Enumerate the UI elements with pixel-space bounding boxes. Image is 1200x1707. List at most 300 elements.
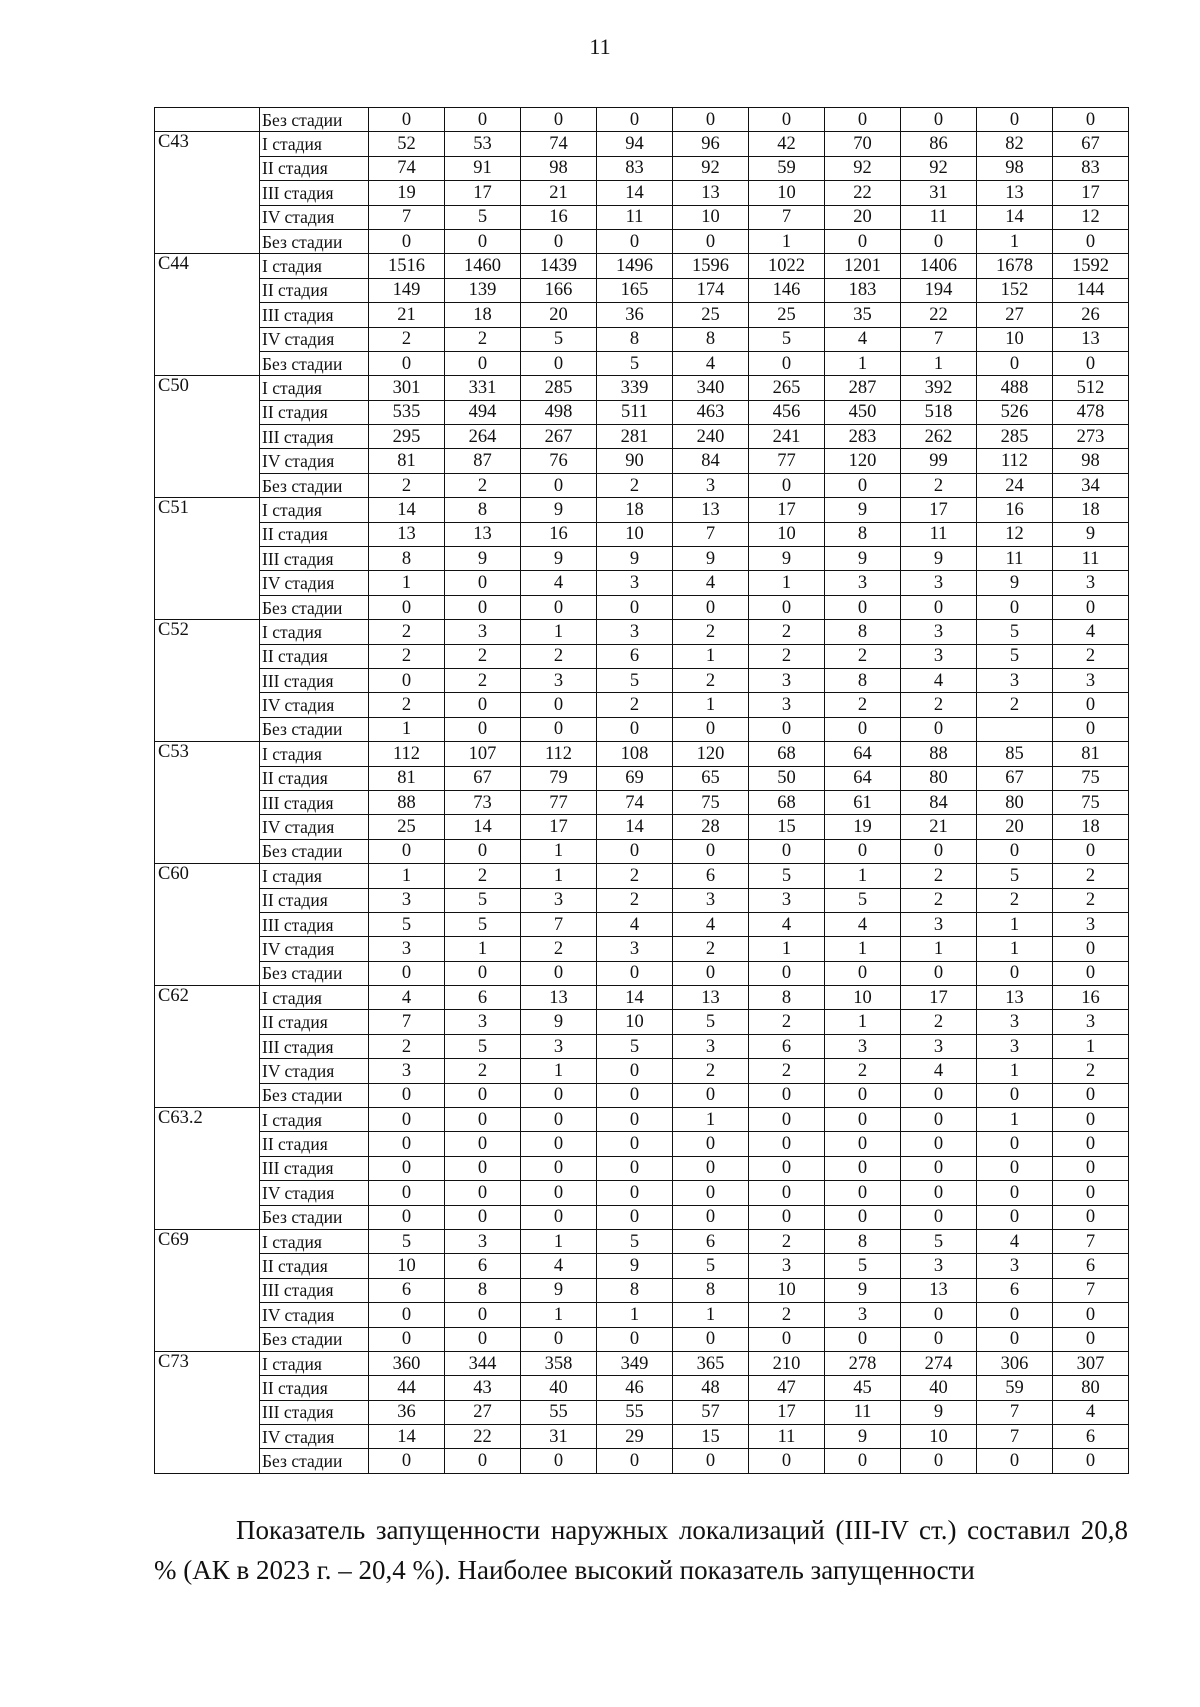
value-cell: 0	[1053, 1132, 1129, 1156]
stage-label-cell: IV стадия	[260, 205, 369, 229]
value-cell: 1	[977, 912, 1053, 936]
site-code-cell: C51	[155, 498, 260, 620]
value-cell: 4	[977, 1229, 1053, 1253]
stage-label-cell: II стадия	[260, 522, 369, 546]
value-cell: 27	[977, 303, 1053, 327]
value-cell: 47	[749, 1376, 825, 1400]
stage-label-cell: IV стадия	[260, 571, 369, 595]
value-cell: 3	[901, 912, 977, 936]
value-cell: 0	[597, 1449, 673, 1473]
value-cell: 512	[1053, 376, 1129, 400]
value-cell: 4	[901, 668, 977, 692]
value-cell: 15	[673, 1425, 749, 1449]
value-cell: 1	[521, 1229, 597, 1253]
value-cell: 17	[749, 1400, 825, 1424]
table-row	[155, 303, 1129, 327]
value-cell: 0	[521, 1449, 597, 1473]
value-cell: 4	[521, 571, 597, 595]
value-cell: 9	[1053, 522, 1129, 546]
value-cell: 2	[597, 888, 673, 912]
value-cell: 2	[1053, 644, 1129, 668]
value-cell: 210	[749, 1351, 825, 1375]
value-cell: 1	[749, 571, 825, 595]
value-cell: 75	[673, 790, 749, 814]
value-cell: 0	[445, 1303, 521, 1327]
value-cell: 91	[445, 156, 521, 180]
value-cell: 0	[1053, 1303, 1129, 1327]
value-cell: 3	[825, 1034, 901, 1058]
value-cell: 9	[901, 1400, 977, 1424]
value-cell: 0	[521, 473, 597, 497]
stage-label-cell: Без стадии	[260, 351, 369, 375]
value-cell: 0	[1053, 1156, 1129, 1180]
value-cell: 0	[749, 1083, 825, 1107]
value-cell: 7	[521, 912, 597, 936]
value-cell: 0	[1053, 839, 1129, 863]
table-row	[155, 498, 1129, 522]
value-cell: 0	[521, 1181, 597, 1205]
value-cell: 11	[901, 205, 977, 229]
value-cell: 17	[445, 181, 521, 205]
value-cell: 2	[369, 327, 445, 351]
stage-label-cell: II стадия	[260, 1010, 369, 1034]
value-cell: 2	[825, 644, 901, 668]
value-cell: 65	[673, 766, 749, 790]
value-cell: 87	[445, 449, 521, 473]
value-cell: 0	[369, 1083, 445, 1107]
value-cell: 82	[977, 132, 1053, 156]
value-cell: 1460	[445, 254, 521, 278]
value-cell: 0	[369, 351, 445, 375]
value-cell: 9	[673, 547, 749, 571]
value-cell: 1	[369, 571, 445, 595]
value-cell: 139	[445, 278, 521, 302]
stage-label-cell: II стадия	[260, 644, 369, 668]
value-cell: 9	[597, 547, 673, 571]
value-cell: 11	[977, 547, 1053, 571]
value-cell: 9	[901, 547, 977, 571]
value-cell: 0	[977, 1181, 1053, 1205]
value-cell: 2	[825, 693, 901, 717]
value-cell: 10	[749, 181, 825, 205]
value-cell: 9	[597, 1254, 673, 1278]
value-cell: 0	[445, 961, 521, 985]
stage-label-cell: Без стадии	[260, 1205, 369, 1229]
stage-label-cell: I стадия	[260, 498, 369, 522]
value-cell: 2	[445, 668, 521, 692]
value-cell: 14	[977, 205, 1053, 229]
stage-label-cell: Без стадии	[260, 717, 369, 741]
value-cell: 146	[749, 278, 825, 302]
value-cell: 2	[673, 937, 749, 961]
value-cell: 0	[369, 1156, 445, 1180]
value-cell: 81	[369, 766, 445, 790]
value-cell: 152	[977, 278, 1053, 302]
value-cell: 0	[369, 1181, 445, 1205]
value-cell: 83	[597, 156, 673, 180]
value-cell: 68	[749, 790, 825, 814]
value-cell: 75	[1053, 766, 1129, 790]
table-row	[155, 1156, 1129, 1180]
value-cell: 10	[749, 522, 825, 546]
stage-label-cell: III стадия	[260, 425, 369, 449]
value-cell: 6	[1053, 1254, 1129, 1278]
value-cell: 83	[1053, 156, 1129, 180]
stage-label-cell: I стадия	[260, 864, 369, 888]
value-cell: 5	[521, 327, 597, 351]
value-cell: 1	[977, 1108, 1053, 1132]
value-cell: 5	[749, 327, 825, 351]
stage-label-cell: Без стадии	[260, 1083, 369, 1107]
stage-label-cell: I стадия	[260, 254, 369, 278]
value-cell: 0	[825, 961, 901, 985]
value-cell: 92	[825, 156, 901, 180]
value-cell: 3	[901, 644, 977, 668]
value-cell: 0	[369, 1449, 445, 1473]
value-cell: 494	[445, 400, 521, 424]
value-cell: 3	[673, 888, 749, 912]
value-cell: 24	[977, 473, 1053, 497]
value-cell: 48	[673, 1376, 749, 1400]
value-cell: 31	[521, 1425, 597, 1449]
value-cell: 88	[369, 790, 445, 814]
value-cell: 0	[673, 717, 749, 741]
value-cell: 0	[825, 1132, 901, 1156]
value-cell: 11	[901, 522, 977, 546]
value-cell: 2	[977, 693, 1053, 717]
table-row	[155, 473, 1129, 497]
value-cell: 8	[825, 1229, 901, 1253]
value-cell: 77	[749, 449, 825, 473]
value-cell: 0	[901, 1449, 977, 1473]
value-cell: 463	[673, 400, 749, 424]
value-cell: 0	[369, 229, 445, 253]
value-cell: 6	[369, 1278, 445, 1302]
value-cell: 0	[597, 1059, 673, 1083]
value-cell: 10	[597, 1010, 673, 1034]
stage-label-cell: I стадия	[260, 986, 369, 1010]
stage-label-cell: I стадия	[260, 742, 369, 766]
value-cell: 0	[749, 108, 825, 132]
value-cell: 5	[597, 668, 673, 692]
value-cell: 3	[369, 937, 445, 961]
value-cell: 360	[369, 1351, 445, 1375]
value-cell: 0	[977, 595, 1053, 619]
value-cell: 17	[749, 498, 825, 522]
value-cell: 67	[977, 766, 1053, 790]
value-cell: 149	[369, 278, 445, 302]
value-cell: 112	[977, 449, 1053, 473]
value-cell: 8	[597, 327, 673, 351]
value-cell: 0	[901, 595, 977, 619]
table-row	[155, 1278, 1129, 1302]
value-cell: 16	[977, 498, 1053, 522]
value-cell: 0	[1053, 108, 1129, 132]
value-cell: 14	[597, 986, 673, 1010]
value-cell: 0	[901, 1108, 977, 1132]
table-row	[155, 1229, 1129, 1253]
value-cell: 9	[825, 547, 901, 571]
value-cell: 0	[597, 1132, 673, 1156]
table-row	[155, 864, 1129, 888]
value-cell: 90	[597, 449, 673, 473]
stage-label-cell: II стадия	[260, 278, 369, 302]
body-paragraph: Показатель запущенности наружных локализаций (III-IV ст.) составил 20,8 % (АК в 2023 г. – 20,4 %). Наиболее высокий показатель запущенности	[154, 1515, 1128, 1585]
value-cell: 265	[749, 376, 825, 400]
value-cell: 1	[673, 644, 749, 668]
value-cell: 1	[673, 1108, 749, 1132]
value-cell: 0	[977, 108, 1053, 132]
value-cell: 273	[1053, 425, 1129, 449]
value-cell: 22	[901, 303, 977, 327]
value-cell: 13	[673, 181, 749, 205]
value-cell: 52	[369, 132, 445, 156]
stage-label-cell: III стадия	[260, 1156, 369, 1180]
value-cell: 84	[673, 449, 749, 473]
value-cell: 76	[521, 449, 597, 473]
value-cell: 0	[977, 1449, 1053, 1473]
value-cell: 70	[825, 132, 901, 156]
value-cell: 120	[825, 449, 901, 473]
value-cell: 0	[445, 229, 521, 253]
value-cell: 165	[597, 278, 673, 302]
value-cell: 5	[749, 864, 825, 888]
value-cell: 0	[825, 229, 901, 253]
stage-label-cell: III стадия	[260, 668, 369, 692]
value-cell: 2	[749, 1010, 825, 1034]
value-cell: 1	[977, 937, 1053, 961]
value-cell: 0	[977, 1083, 1053, 1107]
value-cell: 4	[825, 912, 901, 936]
table-row	[155, 156, 1129, 180]
value-cell: 2	[749, 1303, 825, 1327]
stage-label-cell: Без стадии	[260, 839, 369, 863]
value-cell: 0	[445, 595, 521, 619]
stage-label-cell: IV стадия	[260, 1181, 369, 1205]
value-cell: 0	[901, 1303, 977, 1327]
value-cell: 5	[597, 1034, 673, 1058]
value-cell: 183	[825, 278, 901, 302]
value-cell: 4	[673, 571, 749, 595]
table-row	[155, 766, 1129, 790]
site-code-cell: C73	[155, 1351, 260, 1473]
stage-label-cell: I стадия	[260, 132, 369, 156]
value-cell: 0	[521, 693, 597, 717]
value-cell: 262	[901, 425, 977, 449]
stage-label-cell: I стадия	[260, 1229, 369, 1253]
value-cell: 166	[521, 278, 597, 302]
value-cell: 0	[901, 108, 977, 132]
value-cell: 0	[673, 839, 749, 863]
value-cell: 5	[673, 1010, 749, 1034]
value-cell: 241	[749, 425, 825, 449]
value-cell: 7	[977, 1425, 1053, 1449]
value-cell: 21	[369, 303, 445, 327]
value-cell: 75	[1053, 790, 1129, 814]
table-row	[155, 1327, 1129, 1351]
stage-label-cell: II стадия	[260, 1132, 369, 1156]
value-cell: 0	[597, 595, 673, 619]
value-cell: 21	[901, 815, 977, 839]
value-cell: 2	[1053, 1059, 1129, 1083]
value-cell: 45	[825, 1376, 901, 1400]
value-cell: 35	[825, 303, 901, 327]
value-cell: 1	[521, 1303, 597, 1327]
value-cell: 61	[825, 790, 901, 814]
value-cell: 4	[521, 1254, 597, 1278]
value-cell: 3	[445, 1010, 521, 1034]
value-cell: 0	[1053, 1205, 1129, 1229]
value-cell: 3	[1053, 1010, 1129, 1034]
value-cell: 0	[825, 1205, 901, 1229]
value-cell: 0	[597, 108, 673, 132]
value-cell: 144	[1053, 278, 1129, 302]
value-cell: 0	[597, 717, 673, 741]
value-cell: 2	[749, 1059, 825, 1083]
value-cell: 22	[445, 1425, 521, 1449]
table-row	[155, 351, 1129, 375]
value-cell: 73	[445, 790, 521, 814]
value-cell: 0	[597, 1156, 673, 1180]
table-row	[155, 815, 1129, 839]
value-cell: 7	[901, 327, 977, 351]
table-row	[155, 644, 1129, 668]
value-cell: 478	[1053, 400, 1129, 424]
value-cell: 0	[369, 839, 445, 863]
value-cell: 0	[825, 473, 901, 497]
site-code-cell: C44	[155, 254, 260, 376]
value-cell: 283	[825, 425, 901, 449]
value-cell: 17	[1053, 181, 1129, 205]
value-cell: 3	[901, 1034, 977, 1058]
value-cell: 19	[825, 815, 901, 839]
site-code-cell: C69	[155, 1229, 260, 1351]
value-cell: 5	[369, 1229, 445, 1253]
value-cell: 0	[749, 1156, 825, 1180]
value-cell: 0	[825, 1108, 901, 1132]
value-cell: 0	[445, 839, 521, 863]
value-cell: 0	[521, 595, 597, 619]
value-cell: 0	[521, 1327, 597, 1351]
value-cell: 0	[1053, 937, 1129, 961]
value-cell: 1592	[1053, 254, 1129, 278]
value-cell: 0	[1053, 717, 1129, 741]
page-number: 11	[589, 34, 611, 59]
value-cell: 2	[445, 864, 521, 888]
value-cell: 285	[521, 376, 597, 400]
value-cell: 3	[1053, 668, 1129, 692]
value-cell: 0	[673, 1449, 749, 1473]
value-cell: 1	[521, 1059, 597, 1083]
value-cell: 0	[1053, 961, 1129, 985]
value-cell: 31	[901, 181, 977, 205]
value-cell: 1	[521, 864, 597, 888]
value-cell: 81	[1053, 742, 1129, 766]
value-cell: 0	[445, 1156, 521, 1180]
value-cell: 3	[673, 473, 749, 497]
value-cell: 0	[369, 595, 445, 619]
value-cell: 456	[749, 400, 825, 424]
value-cell: 0	[749, 1132, 825, 1156]
table-row	[155, 205, 1129, 229]
value-cell: 2	[749, 1229, 825, 1253]
value-cell: 295	[369, 425, 445, 449]
value-cell: 0	[749, 473, 825, 497]
stage-label-cell: IV стадия	[260, 815, 369, 839]
value-cell: 2	[597, 693, 673, 717]
stage-label-cell: IV стадия	[260, 327, 369, 351]
value-cell: 7	[369, 205, 445, 229]
value-cell: 0	[977, 839, 1053, 863]
table-row	[155, 1108, 1129, 1132]
value-cell: 5	[977, 620, 1053, 644]
value-cell: 8	[597, 1278, 673, 1302]
stage-label-cell: III стадия	[260, 790, 369, 814]
value-cell: 1439	[521, 254, 597, 278]
value-cell: 0	[977, 1132, 1053, 1156]
value-cell: 5	[445, 912, 521, 936]
value-cell: 0	[825, 1181, 901, 1205]
value-cell: 1496	[597, 254, 673, 278]
table-row	[155, 620, 1129, 644]
stage-label-cell: II стадия	[260, 400, 369, 424]
value-cell: 450	[825, 400, 901, 424]
value-cell: 34	[1053, 473, 1129, 497]
value-cell: 0	[369, 668, 445, 692]
value-cell: 25	[749, 303, 825, 327]
value-cell: 68	[749, 742, 825, 766]
value-cell: 2	[901, 473, 977, 497]
value-cell: 79	[521, 766, 597, 790]
stage-label-cell: Без стадии	[260, 108, 369, 132]
table-row	[155, 668, 1129, 692]
value-cell: 12	[1053, 205, 1129, 229]
value-cell: 339	[597, 376, 673, 400]
value-cell: 13	[673, 986, 749, 1010]
value-cell: 13	[1053, 327, 1129, 351]
value-cell: 498	[521, 400, 597, 424]
value-cell: 0	[1053, 1449, 1129, 1473]
value-cell: 1	[597, 1303, 673, 1327]
table-row	[155, 1254, 1129, 1278]
value-cell: 11	[597, 205, 673, 229]
value-cell: 3	[825, 571, 901, 595]
value-cell: 1	[901, 351, 977, 375]
value-cell: 14	[369, 498, 445, 522]
table-row	[155, 986, 1129, 1010]
table-row	[155, 1351, 1129, 1375]
value-cell: 0	[521, 229, 597, 253]
value-cell: 18	[597, 498, 673, 522]
value-cell: 0	[445, 717, 521, 741]
value-cell: 17	[901, 498, 977, 522]
value-cell: 98	[977, 156, 1053, 180]
value-cell: 0	[369, 1303, 445, 1327]
stage-label-cell: III стадия	[260, 1034, 369, 1058]
value-cell: 13	[521, 986, 597, 1010]
value-cell: 3	[521, 1034, 597, 1058]
value-cell: 86	[901, 132, 977, 156]
value-cell: 42	[749, 132, 825, 156]
value-cell: 0	[673, 1181, 749, 1205]
value-cell: 0	[977, 1327, 1053, 1351]
value-cell: 17	[901, 986, 977, 1010]
value-cell: 3	[901, 1254, 977, 1278]
value-cell: 0	[825, 108, 901, 132]
value-cell: 5	[901, 1229, 977, 1253]
value-cell: 0	[673, 961, 749, 985]
value-cell: 67	[445, 766, 521, 790]
